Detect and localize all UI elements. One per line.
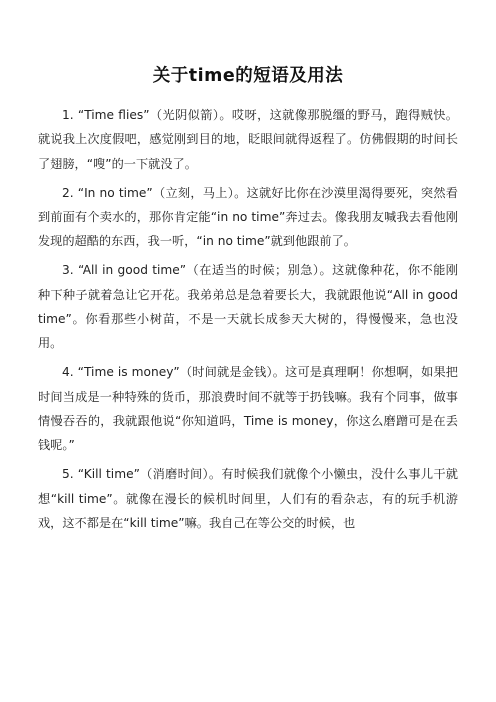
- paragraph-time-flies: 1. “Time flies”（光阴似箭）。哎呀，这就像那脱缰的野马，跑得贼快。就说我上次度假吧，感觉刚到目的地，眨眼间就得返程了。仿佛假期的时间长了翅膀，“嗖”的一下就没了。: [38, 108, 458, 171]
- document-body: [38, 103, 458, 540]
- paragraph-kill-time: 5. “Kill time”（消磨时间）。有时候我们就像个小懒虫，没什么事儿干就想“kill time”。就像在漫长的候机时间里，人们有的看杂志，有的玩手机游戏，这不都是在“kill time”嘛。我自己在等公交的时候，也: [38, 467, 458, 530]
- paragraph-in-no-time: 2. “In no time”（立刻，马上）。这就好比你在沙漠里渴得要死，突然看到前面有个卖水的，那你肯定能“in no time”奔过去。像我朋友喊我去看他刚发现的超酷的东西，我一听，“in no time”就到他跟前了。: [38, 185, 458, 249]
- paragraph-time-is-money: 4. “Time is money”（时间就是金钱）。这可是真理啊！你想啊，如果把时间当成是一种特殊的货币，那浪费时间不就等于扔钱嘛。我有个同事，做事情慢吞吞的，我就跟他说“你知道吗，Time is money，你这么磨蹭可是在丢钱呢。”: [38, 365, 458, 453]
- document-title: 关于time的短语及用法: [152, 66, 344, 86]
- paragraph-all-in-good-time: 3. “All in good time”（在适当的时候；别急）。这就像种花，你不能刚种下种子就着急让它开花。我弟弟总是急着要长大，我就跟他说“All in good time”。你看那些小树苗，不是一天就长成参天大树的，得慢慢来，急也没用。: [38, 263, 458, 351]
